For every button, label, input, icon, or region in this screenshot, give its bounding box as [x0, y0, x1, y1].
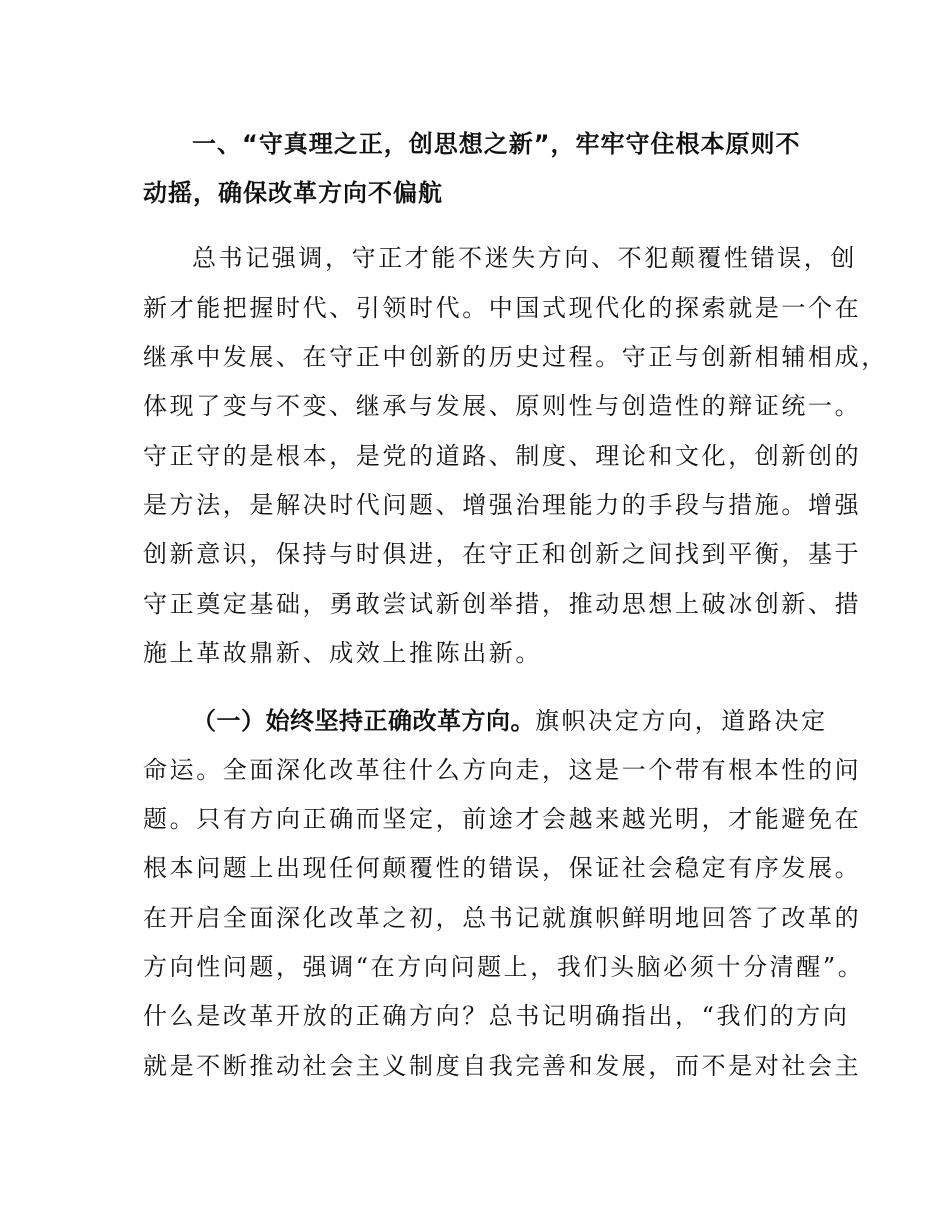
paragraph-2-line-1 — [192, 701, 828, 741]
paragraph-2-lead-rest: 旗帜决定方向，道路决定 — [535, 707, 828, 735]
paragraph-1-line-4: 体现了变与不变、继承与发展、原则性与创造性的辩证统一。 — [143, 392, 862, 420]
section-heading-line-1: 一、“守真理之正，创思想之新”，牢牢守住根本原则不 — [192, 130, 801, 158]
paragraph-1-line-7: 创新意识，保持与时俱进，在守正和创新之间找到平衡，基于 — [143, 540, 862, 568]
paragraph-1-line-8: 守正奠定基础，勇敢尝试新创举措，推动思想上破冰创新、措 — [143, 590, 862, 618]
paragraph-2-lead: （一）始终坚持正确改革方向。 — [192, 707, 535, 735]
paragraph-1-line-3: 继承中发展、在守正中创新的历史过程。守正与创新相辅相成， — [143, 343, 888, 371]
paragraph-2-line-3: 题。只有方向正确而坚定，前途才会越来越光明，才能避免在 — [143, 805, 862, 833]
paragraph-1-line-9: 施上革故鼎新、成效上推陈出新。 — [143, 639, 542, 667]
section-heading-line-2: 动摇，确保改革方向不偏航 — [143, 179, 443, 207]
paragraph-1-line-6: 是方法，是解决时代问题、增强治理能力的手段与措施。增强 — [143, 491, 862, 519]
paragraph-2-line-4: 根本问题上出现任何颠覆性的错误，保证社会稳定有序发展。 — [143, 854, 862, 882]
paragraph-2-line-8: 就是不断推动社会主义制度自我完善和发展，而不是对社会主 — [143, 1052, 862, 1080]
paragraph-2-line-5: 在开启全面深化改革之初，总书记就旗帜鲜明地回答了改革的 — [143, 904, 862, 932]
paragraph-2-line-7: 什么是改革开放的正确方向？总书记明确指出，“我们的方向 — [143, 1002, 850, 1030]
paragraph-2-line-2: 命运。全面深化改革往什么方向走，这是一个带有根本性的问 — [143, 756, 862, 784]
paragraph-1-line-1: 总书记强调，守正才能不迷失方向、不犯颠覆性错误，创 — [192, 244, 857, 272]
paragraph-2-line-6: 方向性问题，强调“在方向问题上，我们头脑必须十分清醒”。 — [143, 953, 865, 981]
paragraph-1-line-2: 新才能把握时代、引领时代。中国式现代化的探索就是一个在 — [143, 294, 862, 322]
paragraph-1-line-5: 守正守的是根本，是党的道路、制度、理论和文化，创新创的 — [143, 442, 862, 470]
